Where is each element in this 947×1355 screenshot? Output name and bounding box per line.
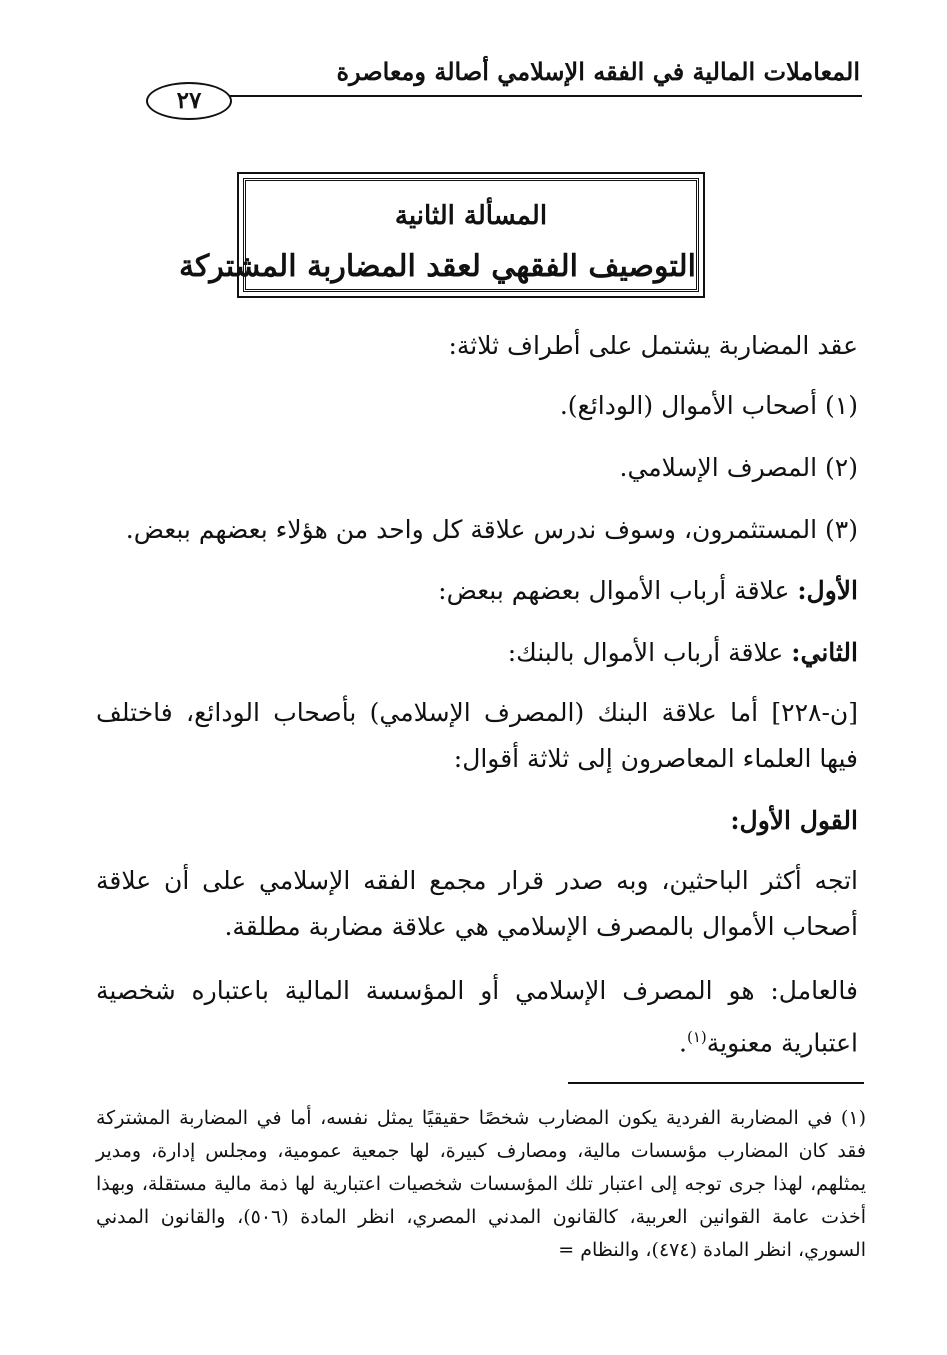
paragraph-worker [96,968,858,1066]
paragraph-second-relation [96,630,858,676]
section-title-box [178,172,705,298]
header-rule [225,95,862,97]
paragraph-bank-relation: [ن-٢٢٨] أما علاقة البنك (المصرف الإسلامي) بأصحاب الودائع، فاختلف فيها العلماء المعاصرون إلى ثلاثة أقوال: [96,698,858,773]
footnote-1: (١) في المضاربة الفردية يكون المضارب شخصًا حقيقيًا يمثل نفسه، أما في المضاربة المشتركة فقد كان المضارب مؤسسات مالية، ومصارف كبيرة، لها جمعية عمومية، ومجلس إدارة، ومدير يمثلهم، لهذا جرى توجه إلى اعتبار تلك المؤسسات شخصيات اعتبارية لها ذمة مالية مستقلة، وبهذا أخذت عامة القوانين العربية، كالقانون المدني المصري، انظر المادة (٥٠٦)، والقانون المدني السوري، انظر المادة (٤٧٤)، والنظام = [96,1107,866,1261]
running-header-title: المعاملات المالية في الفقه الإسلامي أصالة ومعاصرة [336,57,860,86]
section-title-inner-frame [178,178,699,292]
first-relation-label: الأول: [797,576,858,605]
second-relation-label: الثاني: [791,638,858,667]
footnote-separator [568,1082,864,1084]
page-number: ٢٧ [146,82,232,120]
list-item-3: (٣) المستثمرون، وسوف ندرس علاقة كل واحد من هؤلاء بعضهم ببعض. [125,515,858,544]
section-title: المسألة الثانية [394,201,548,231]
worker-text: فالعامل: هو المصرف الإسلامي أو المؤسسة المالية باعتباره شخصية اعتبارية معنوية [96,976,858,1058]
paragraph-first-opinion: اتجه أكثر الباحثين، وبه صدر قرار مجمع الفقه الإسلامي على أن علاقة أصحاب الأموال بالمصرف الإسلامي هي علاقة مضاربة مطلقة. [96,866,858,941]
paragraph-intro: عقد المضاربة يشتمل على أطراف ثلاثة: [448,331,858,360]
second-relation-text: علاقة أرباب الأموال بالبنك: [507,638,784,667]
paragraph-first-relation [96,568,858,614]
first-opinion-heading: القول الأول: [730,806,858,835]
first-relation-text: علاقة أرباب الأموال بعضهم ببعض: [438,576,790,605]
list-item-2: (٢) المصرف الإسلامي. [619,453,858,482]
footnote-reference[interactable]: (١) [686,1028,707,1046]
worker-text-end: . [679,1028,687,1058]
section-subtitle: التوصيف الفقهي لعقد المضاربة المشتركة [178,249,696,284]
list-item-1: (١) أصحاب الأموال (الودائع). [559,391,858,420]
